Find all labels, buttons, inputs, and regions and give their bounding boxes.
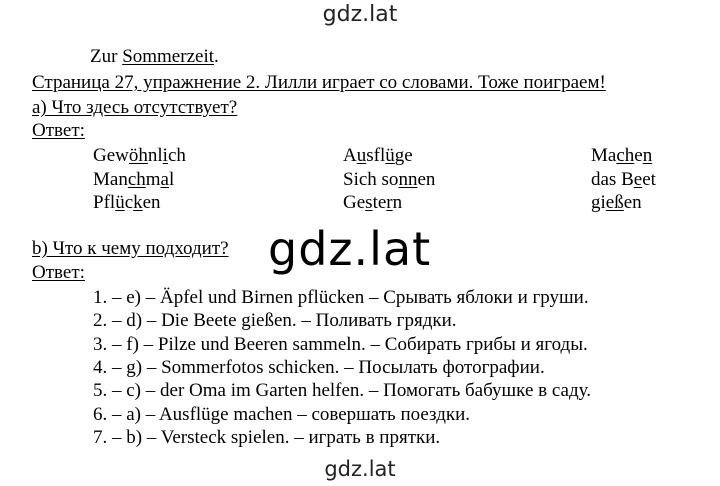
word-underlined-part: k	[133, 192, 143, 213]
word-part: sfl	[366, 145, 386, 166]
word-underlined-part: n	[642, 145, 653, 166]
word-part: en	[417, 169, 436, 190]
word-underlined-part: u	[356, 145, 367, 166]
part-a-question: а) Что здесь отсутствует?	[32, 97, 238, 118]
word-item	[93, 145, 186, 167]
word-underlined-part: ch	[616, 145, 635, 166]
word-item	[93, 169, 174, 191]
answer-item: 1. – e) – Äpfel und Birnen pflücken – Срывать яблоки и груши.	[93, 287, 589, 308]
word-part: Gew	[93, 145, 129, 166]
answer-item: 3. – f) – Pilze und Beeren sammeln. – Собирать грибы и ягоды.	[93, 333, 588, 355]
word-part: Man	[93, 169, 128, 190]
word-item	[93, 192, 161, 214]
heading-suffix: .	[214, 46, 219, 67]
part-a-answer-label: Ответ:	[32, 120, 85, 141]
watermark-bottom: gdz.lat	[324, 457, 396, 481]
word-underlined-part: s	[365, 192, 373, 213]
word-part: nl	[147, 145, 163, 166]
word-part: gi	[591, 192, 606, 213]
word-underlined-part: e	[633, 169, 643, 190]
word-underlined-part: ü	[385, 145, 395, 166]
word-item	[591, 145, 652, 167]
word-item	[591, 192, 642, 214]
answer-item: 6. – a) – Ausflüge machen – совершать поездки.	[93, 403, 471, 425]
heading-underlined: Sommerzeit	[122, 46, 214, 67]
answer-item: 5. – c) – der Oma im Garten helfen. – Помогать бабушке в саду.	[93, 380, 591, 402]
word-item	[343, 169, 435, 191]
word-item	[343, 192, 402, 214]
task-line: Страница 27, упражнение 2. Лилли играет со словами. Тоже поиграем!	[32, 72, 606, 93]
word-item	[591, 169, 656, 191]
answer-item: 4. – g) – Sommerfotos schicken. – Посылать фотографии.	[93, 356, 545, 378]
word-underlined-part: ch	[127, 169, 146, 190]
heading	[90, 46, 219, 68]
word-part: et	[642, 169, 656, 190]
watermark-middle: gdz.lat	[268, 222, 432, 276]
answer-item: 7. – b) – Versteck spielen. – играть в прятки.	[93, 426, 441, 448]
answer-item: 2. – d) – Die Beete gießen. – Поливать грядки.	[93, 310, 457, 332]
word-part: en	[623, 192, 642, 213]
word-part: m	[145, 169, 161, 190]
word-part: l	[168, 169, 175, 190]
word-part: das B	[591, 169, 634, 190]
part-b-question: b) Что к чему подходит?	[32, 238, 229, 259]
word-underlined-part: r	[386, 192, 393, 213]
word-part: e	[634, 145, 643, 166]
word-underlined-part: nn	[398, 169, 418, 190]
word-item	[343, 145, 413, 167]
word-part: ge	[394, 145, 413, 166]
part-b-answer-label: Ответ:	[32, 262, 85, 283]
word-part: Pfl	[93, 192, 116, 213]
word-part: ch	[167, 145, 186, 166]
word-part: Ma	[591, 145, 617, 166]
word-underlined-part: i	[162, 145, 168, 166]
word-underlined-part: a	[160, 169, 169, 190]
word-underlined-part: ü	[115, 192, 125, 213]
word-part: n	[392, 192, 403, 213]
word-part: A	[343, 145, 357, 166]
word-part: Ge	[343, 192, 366, 213]
word-part: en	[142, 192, 161, 213]
word-part: c	[124, 192, 134, 213]
word-part: te	[372, 192, 387, 213]
word-part: Sich so	[343, 169, 399, 190]
word-underlined-part: eß	[605, 192, 624, 213]
watermark-top: gdz.lat	[322, 2, 398, 27]
word-underlined-part: öh	[128, 145, 148, 166]
heading-prefix: Zur	[90, 46, 123, 67]
